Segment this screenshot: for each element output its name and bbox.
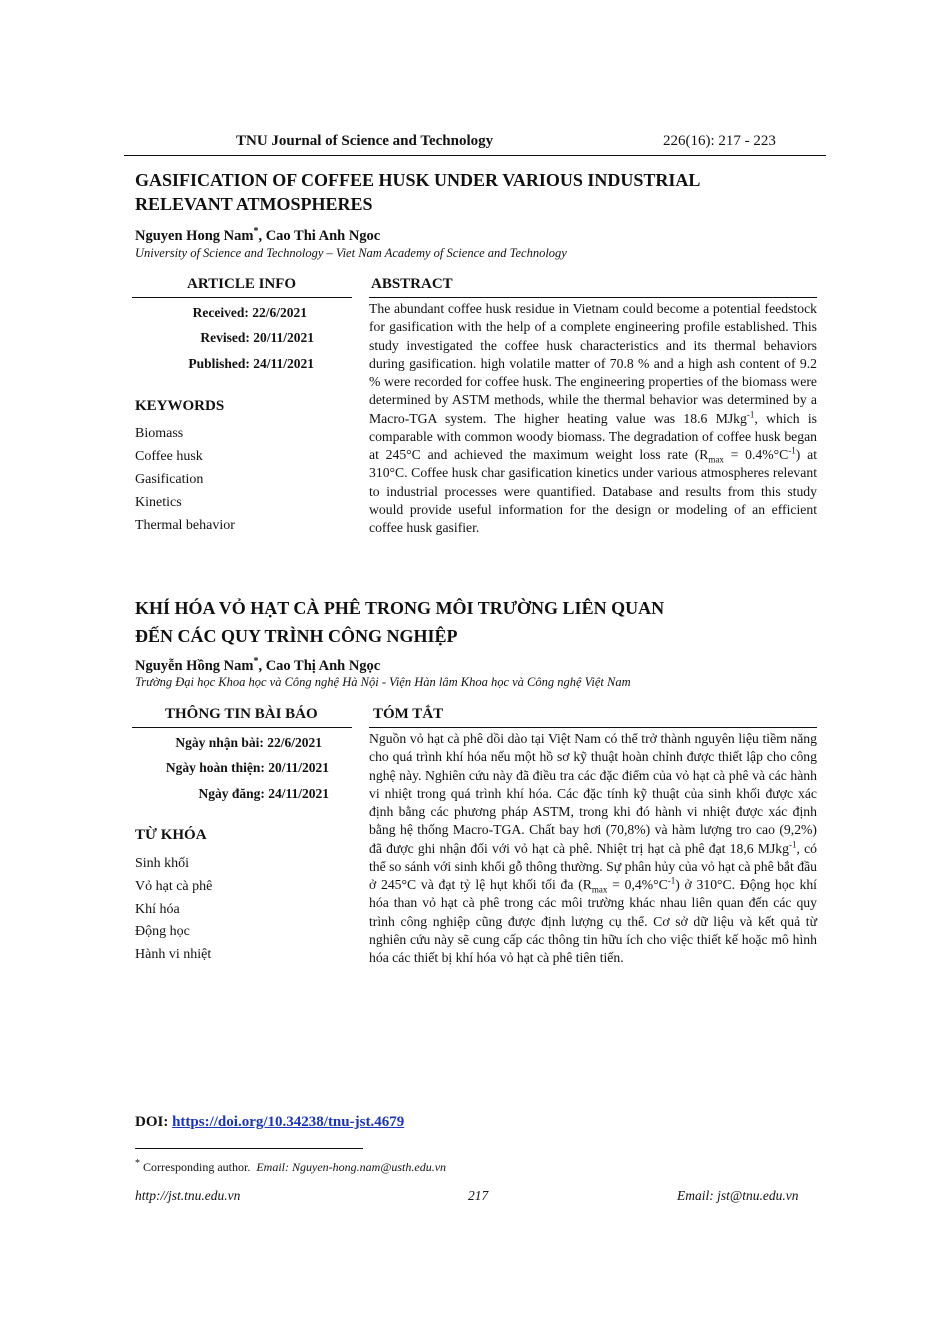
en-keywords-heading: KEYWORDS bbox=[135, 398, 225, 414]
vi-revised-date: Ngày hoàn thiện: 20/11/2021 bbox=[165, 760, 329, 775]
en-keyword: Thermal behavior bbox=[135, 518, 235, 533]
footnote-email-label: Email: bbox=[256, 1160, 292, 1174]
en-abstract-heading: ABSTRACT bbox=[371, 276, 453, 292]
footnote bbox=[135, 1158, 446, 1175]
en-article-info-heading: ARTICLE INFO bbox=[187, 276, 297, 292]
vi-keyword: Động học bbox=[135, 924, 190, 939]
en-abstract-text: The abundant coffee husk residue in Vietnam could become a potential feedstock for gasification with the help of a complete engineering profile established. This study investigated the coffee husk characteristics and its thermal behaviors during gasification. high volatile matter of 70.8 % and a high ash content of 9.2 % were recorded for coffee husk. The engineering properties of the biomass were determined by ASTM methods, while the thermal behavior was determined by a Macro-TGA system. The higher heating value was 18.6 MJkg$^{-1}$, which is comparable with common woody biomass. The degradation of coffee husk began at 245°C and achieved the maximum weight loss rate $(R_{max} = 0.4\%^\circ C^{-1})$ at 310°C. Coffee husk char gasification kinetics under various atmospheres relevant to industrial processes were quantified. Database and results from this study would provide useful information for the design or modeling of an efficient coffee husk gasifier. bbox=[369, 301, 817, 535]
vi-article-info-heading: THÔNG TIN BÀI BÁO bbox=[165, 706, 318, 722]
vi-keywords-heading: TỪ KHÓA bbox=[135, 827, 207, 843]
vi-keyword: Hành vi nhiệt bbox=[135, 947, 212, 962]
en-received-date: Received: 22/6/2021 bbox=[192, 305, 307, 320]
en-title bbox=[135, 168, 825, 216]
doi-link[interactable]: https://doi.org/10.34238/tnu-jst.4679 bbox=[172, 1114, 405, 1130]
en-title-line1: GASIFICATION OF COFFEE HUSK UNDER VARIOUS INDUSTRIAL bbox=[135, 170, 701, 190]
journal-name: TNU Journal of Science and Technology bbox=[236, 133, 494, 149]
vi-affiliation: Trường Đại học Khoa học và Công nghệ Hà Nội - Viện Hàn lâm Khoa học và Công nghệ Việt Nam bbox=[135, 675, 631, 689]
vi-abstract-text: Nguồn vỏ hạt cà phê dồi dào tại Việt Nam có thể trở thành nguyên liệu tiềm năng cho quá trình khí hóa nếu một hồ sơ kỹ thuật hoàn chỉnh được thiết lập cho công nghệ này. Nghiên cứu này đã điều tra các đặc điểm của vỏ hạt cà phê và các hành vi nhiệt trong quá trình khí hóa. Các đặc tính kỹ thuật của sinh khối được xác định bằng các phương pháp ASTM, trong khi đó hành vi nhiệt được xác định bằng hệ thống Macro-TGA. Chất bay hơi (70,8%) và hàm lượng tro cao (9,2%) đã được ghi nhận đối với vỏ hạt cà phê. Nhiệt trị hạt cà phê đạt 18,6 MJkg$^{-1}$, có thể so sánh với sinh khối gỗ thông thường. Sự phân hủy của vỏ hạt cà phê bắt đầu ở 245°C và đạt tỷ lệ hụt khối tối đa $(R_{max} = 0,4\%^\circ C^{-1})$ ở 310°C. Động học khí hóa than vỏ hạt cà phê trong các môi trường khác nhau liên quan đến các quy trình công nghiệp cũng được định lượng cụ thể. Cơ sở dữ liệu và kết quả từ nghiên cứu này sẽ cung cấp các thông tin hữu ích cho việc thiết kế hoặc mô hình hóa các thiết bị khí hóa vỏ hạt cà phê tiên tiến. bbox=[369, 731, 817, 965]
vi-received-date: Ngày nhận bài: 22/6/2021 bbox=[175, 735, 322, 750]
footer-email[interactable]: Email: jst@tnu.edu.vn bbox=[677, 1188, 799, 1203]
footnote-label: Corresponding author. bbox=[140, 1160, 251, 1174]
en-info-rule bbox=[132, 297, 352, 298]
vi-title bbox=[135, 594, 825, 650]
en-keyword: Biomass bbox=[135, 426, 184, 441]
en-abstract-rule bbox=[369, 297, 817, 298]
en-authors: Nguyen Hong Nam*, Cao Thi Anh Ngoc bbox=[135, 226, 381, 244]
vi-keyword: Vỏ hạt cà phê bbox=[135, 879, 213, 894]
footer-website[interactable]: http://jst.tnu.edu.vn bbox=[135, 1188, 241, 1203]
en-keyword: Gasification bbox=[135, 472, 204, 487]
doi-label: DOI: bbox=[135, 1114, 173, 1130]
en-title-line2: RELEVANT ATMOSPHERES bbox=[135, 194, 373, 214]
vi-published-date: Ngày đăng: 24/11/2021 bbox=[198, 786, 329, 801]
en-revised-date: Revised: 20/11/2021 bbox=[200, 330, 314, 345]
vi-keyword: Sinh khối bbox=[135, 856, 190, 871]
footnote-rule bbox=[135, 1148, 363, 1149]
vi-keyword: Khí hóa bbox=[135, 902, 180, 917]
en-keyword: Coffee husk bbox=[135, 449, 203, 464]
en-keyword: Kinetics bbox=[135, 495, 182, 510]
vi-info-rule bbox=[132, 727, 352, 728]
en-published-date: Published: 24/11/2021 bbox=[188, 356, 314, 371]
volume-pages: 226(16): 217 - 223 bbox=[663, 133, 776, 149]
vi-authors: Nguyễn Hồng Nam*, Cao Thị Anh Ngọc bbox=[135, 656, 381, 674]
doi-line bbox=[135, 1114, 404, 1131]
en-affiliation: University of Science and Technology – Viet Nam Academy of Science and Technology bbox=[135, 246, 567, 260]
vi-abstract-rule bbox=[369, 727, 817, 728]
footnote-marker: * bbox=[135, 1158, 140, 1169]
header-rule bbox=[124, 155, 826, 156]
vi-abstract-heading: TÓM TẮT bbox=[373, 706, 444, 722]
page-number: 217 bbox=[468, 1188, 489, 1203]
footnote-email[interactable]: Nguyen-hong.nam@usth.edu.vn bbox=[292, 1160, 447, 1174]
vi-title-line2: ĐẾN CÁC QUY TRÌNH CÔNG NGHIỆP bbox=[135, 626, 458, 646]
vi-title-line1: KHÍ HÓA VỎ HẠT CÀ PHÊ TRONG MÔI TRƯỜNG LIÊN QUAN bbox=[135, 598, 665, 618]
